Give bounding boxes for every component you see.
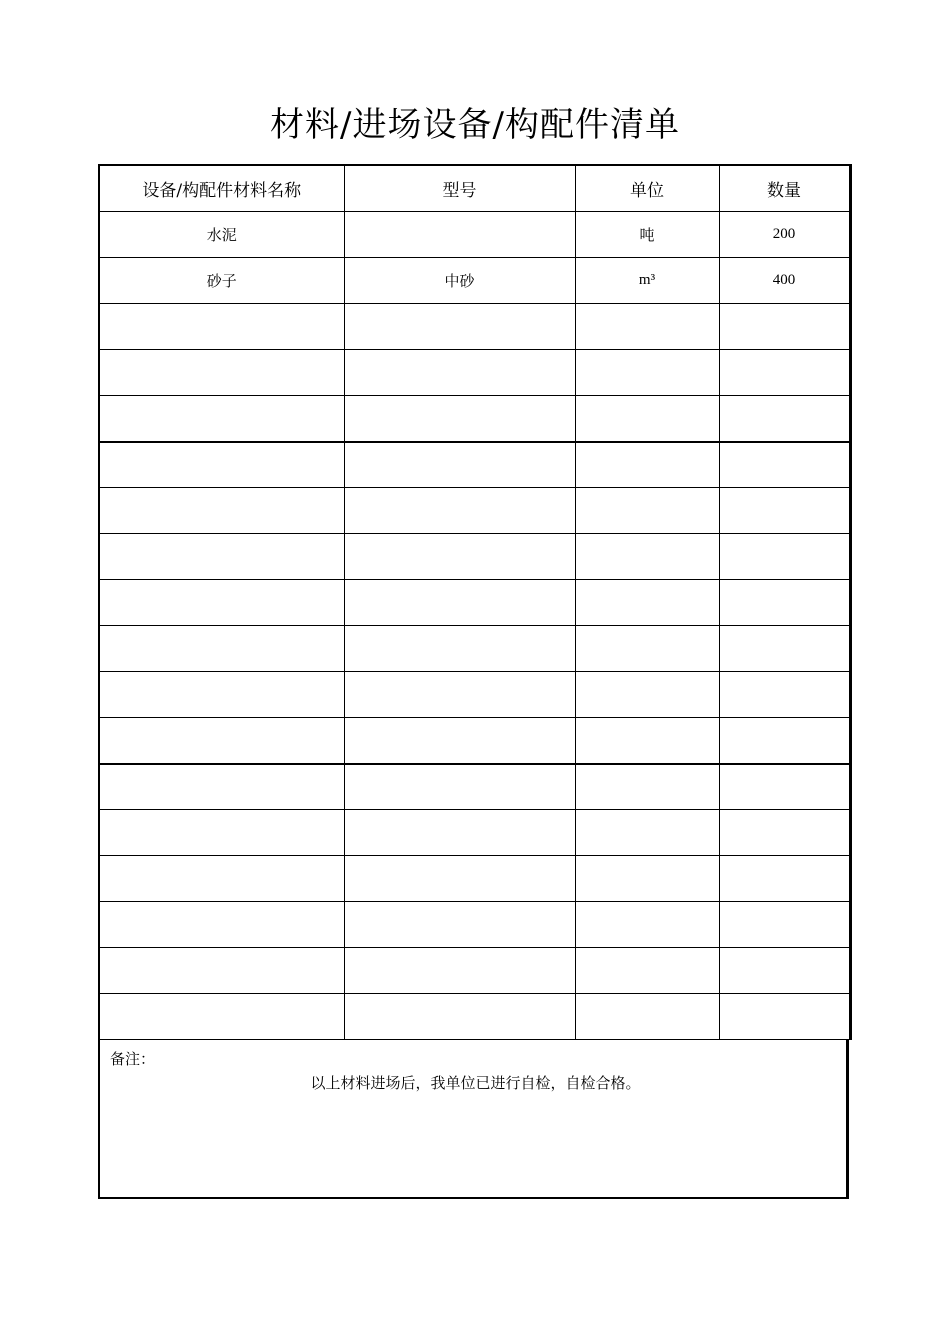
table-row (99, 442, 850, 488)
cell-name (99, 948, 344, 994)
cell-name: 水泥 (99, 212, 344, 258)
header-name: 设备/构配件材料名称 (99, 165, 344, 212)
cell-quantity (719, 580, 850, 626)
cell-model: 中砂 (344, 258, 575, 304)
cell-quantity (719, 856, 850, 902)
cell-model (344, 994, 575, 1040)
table-row (99, 718, 850, 764)
table-row (99, 350, 850, 396)
cell-model (344, 948, 575, 994)
cell-name (99, 488, 344, 534)
cell-unit (575, 442, 719, 488)
cell-name (99, 396, 344, 442)
cell-model (344, 902, 575, 948)
table-row (99, 488, 850, 534)
remarks-text: 以上材料进场后，我单位已进行自检，自检合格。 (310, 1074, 641, 1092)
cell-quantity (719, 488, 850, 534)
cell-quantity (719, 718, 850, 764)
cell-unit (575, 626, 719, 672)
cell-name (99, 764, 344, 810)
cell-name (99, 994, 344, 1040)
cell-quantity (719, 810, 850, 856)
cell-quantity (719, 626, 850, 672)
cell-quantity (719, 672, 850, 718)
cell-model (344, 212, 575, 258)
cell-unit: m³ (575, 258, 719, 304)
cell-name (99, 304, 344, 350)
cell-quantity (719, 350, 850, 396)
cell-model (344, 672, 575, 718)
remarks-label: 备注： (110, 1050, 156, 1068)
table-row (99, 810, 850, 856)
table-row (99, 856, 850, 902)
cell-name (99, 856, 344, 902)
cell-unit (575, 304, 719, 350)
cell-unit (575, 810, 719, 856)
header-model: 型号 (344, 165, 575, 212)
cell-quantity: 200 (719, 212, 850, 258)
cell-quantity (719, 902, 850, 948)
cell-unit (575, 396, 719, 442)
cell-name (99, 350, 344, 396)
cell-model (344, 764, 575, 810)
cell-quantity (719, 304, 850, 350)
cell-name: 砂子 (99, 258, 344, 304)
cell-model (344, 718, 575, 764)
material-table (98, 164, 852, 1040)
cell-quantity (719, 396, 850, 442)
cell-model (344, 580, 575, 626)
cell-quantity (719, 764, 850, 810)
cell-unit (575, 672, 719, 718)
cell-unit (575, 856, 719, 902)
table-row (99, 212, 850, 258)
cell-name (99, 902, 344, 948)
cell-unit (575, 718, 719, 764)
table-row (99, 948, 850, 994)
cell-name (99, 580, 344, 626)
cell-model (344, 626, 575, 672)
cell-model (344, 442, 575, 488)
cell-unit (575, 994, 719, 1040)
table-row (99, 534, 850, 580)
page-title: 材料/进场设备/构配件清单 (270, 105, 680, 145)
cell-quantity (719, 534, 850, 580)
cell-unit (575, 948, 719, 994)
cell-unit (575, 902, 719, 948)
cell-unit (575, 580, 719, 626)
header-quantity: 数量 (719, 165, 850, 212)
cell-quantity (719, 948, 850, 994)
cell-name (99, 534, 344, 580)
header-unit: 单位 (575, 165, 719, 212)
cell-unit (575, 488, 719, 534)
table-row (99, 626, 850, 672)
table-row (99, 580, 850, 626)
table-row (99, 672, 850, 718)
table-row (99, 764, 850, 810)
cell-model (344, 488, 575, 534)
cell-quantity: 400 (719, 258, 850, 304)
cell-name (99, 672, 344, 718)
cell-model (344, 534, 575, 580)
cell-model (344, 396, 575, 442)
cell-name (99, 442, 344, 488)
table-row (99, 902, 850, 948)
table-row (99, 994, 850, 1040)
cell-quantity (719, 994, 850, 1040)
cell-name (99, 718, 344, 764)
cell-unit (575, 534, 719, 580)
cell-unit (575, 350, 719, 396)
table-row (99, 258, 850, 304)
cell-quantity (719, 442, 850, 488)
cell-model (344, 856, 575, 902)
table-row (99, 396, 850, 442)
cell-unit: 吨 (575, 212, 719, 258)
cell-unit (575, 764, 719, 810)
cell-model (344, 810, 575, 856)
cell-name (99, 626, 344, 672)
table-row (99, 304, 850, 350)
cell-name (99, 810, 344, 856)
remarks-box (98, 1040, 849, 1199)
cell-model (344, 350, 575, 396)
material-list-sheet (98, 164, 849, 1199)
cell-model (344, 304, 575, 350)
table-header-row (99, 165, 850, 212)
